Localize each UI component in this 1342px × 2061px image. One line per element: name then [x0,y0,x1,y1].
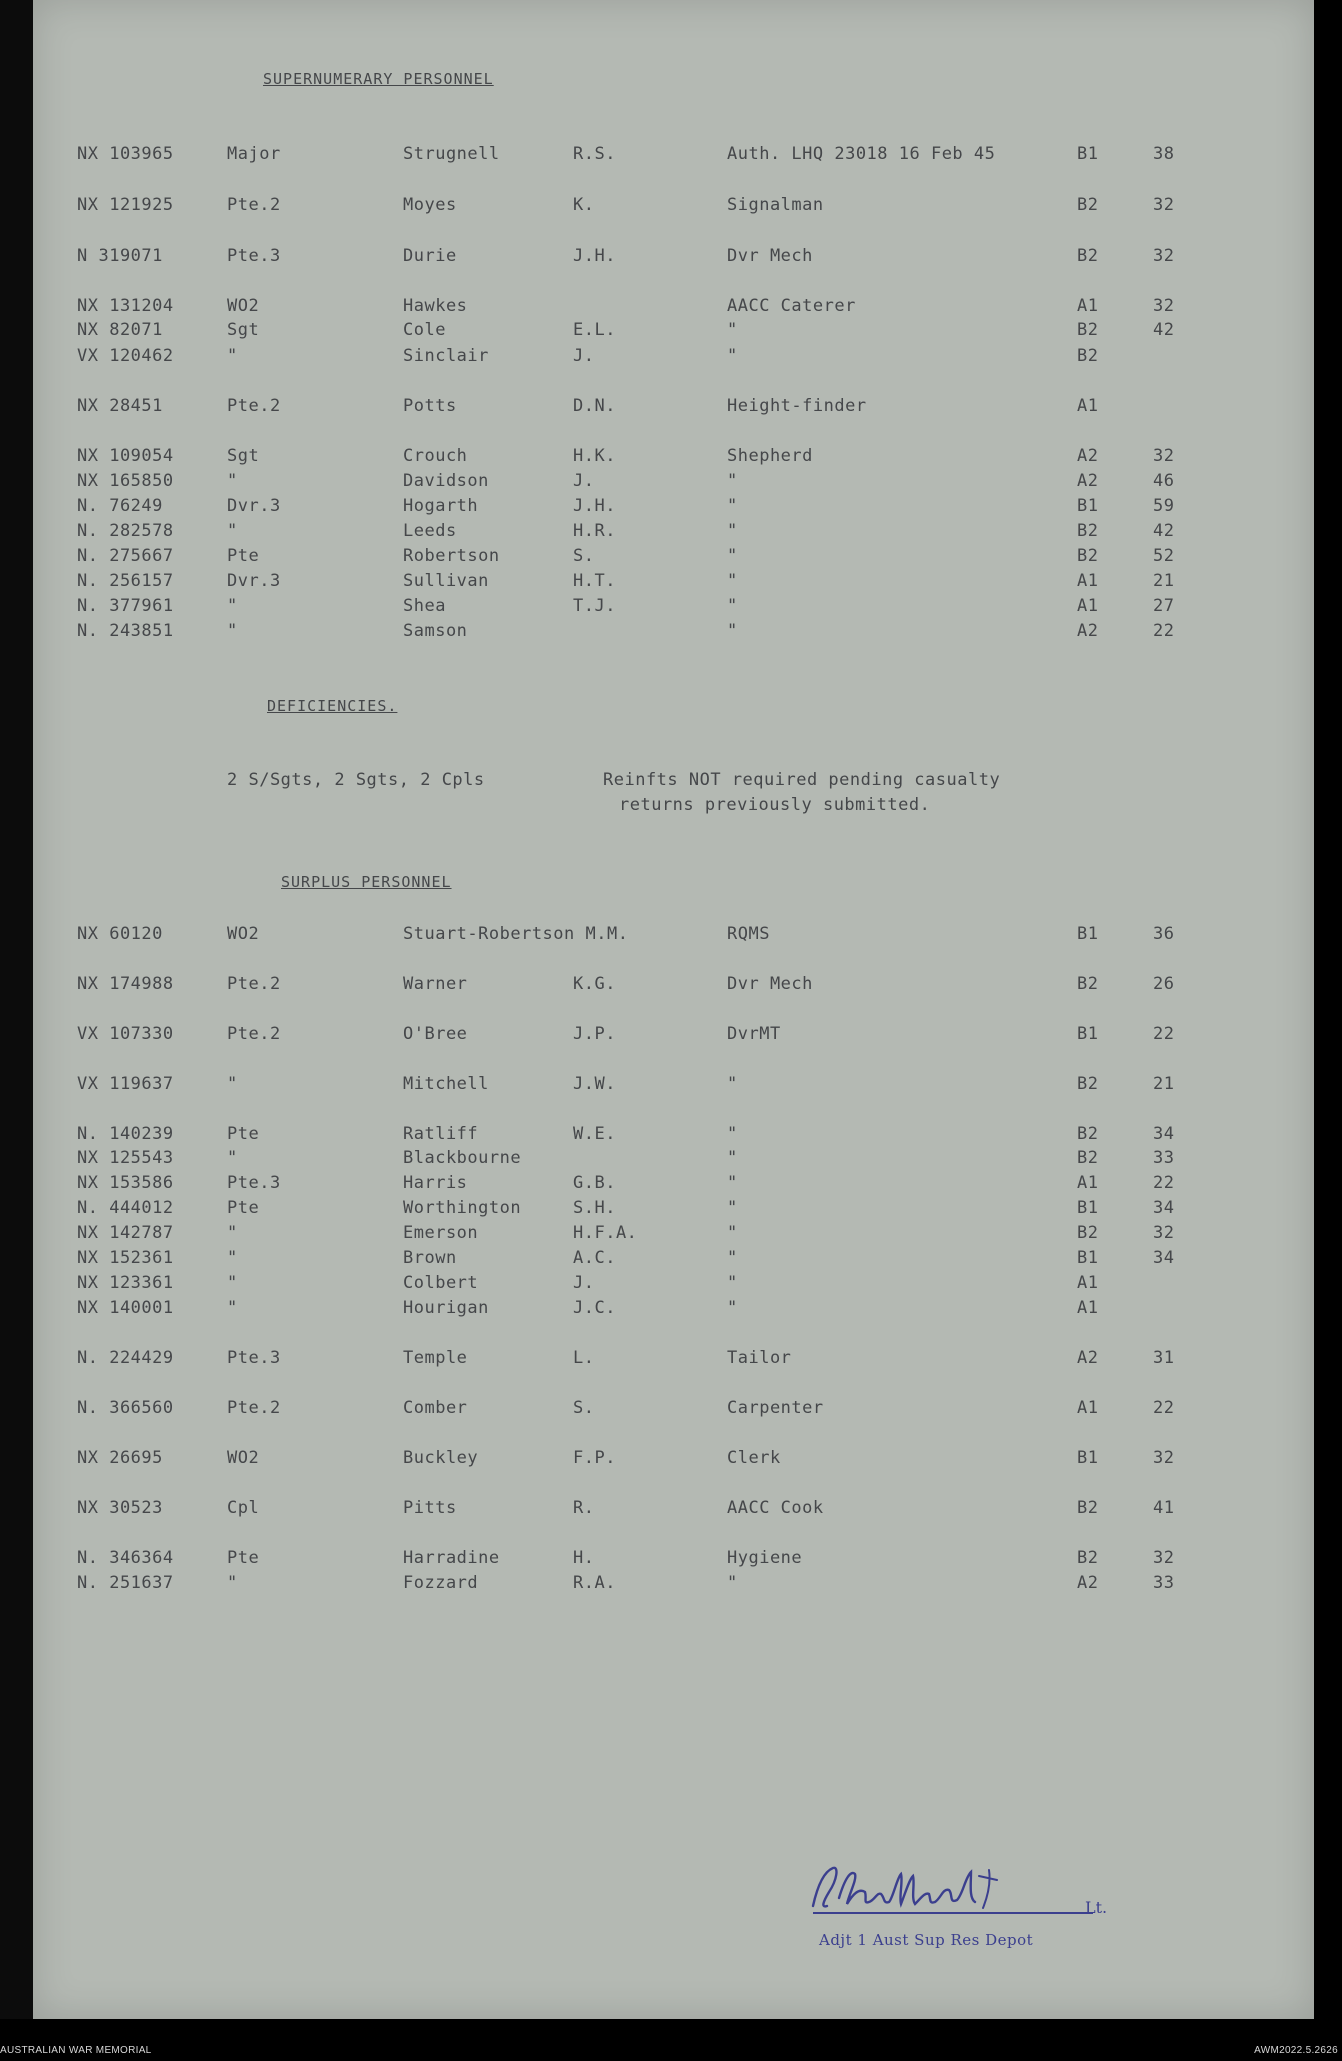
cell-init: J.C. [573,1298,616,1318]
cell-note: " [727,571,738,591]
cell-note: Shepherd [727,446,813,466]
cell-init: H.R. [573,521,616,541]
cell-init: E.L. [573,320,616,340]
cell-note: " [727,1573,738,1593]
cell-med: B2 [1077,974,1099,994]
cell-age: 33 [1153,1573,1175,1593]
cell-age: 22 [1153,621,1175,641]
cell-svc: NX 28451 [77,396,163,416]
cell-init: J.H. [573,496,616,516]
cell-init: J.P. [573,1024,616,1044]
cell-med: A2 [1077,1348,1099,1368]
cell-svc: NX 109054 [77,446,174,466]
cell-rank: " [227,521,238,541]
cell-name: Sinclair [403,346,489,366]
personnel-row [33,1498,1314,1520]
cell-name: Colbert [403,1273,479,1293]
cell-svc: NX 174988 [77,974,174,994]
cell-name: Ratliff [403,1124,479,1144]
cell-age: 33 [1153,1148,1175,1168]
cell-rank: Pte.3 [227,1173,281,1193]
cell-note: " [727,496,738,516]
cell-svc: N. 76249 [77,496,163,516]
cell-name: Harradine [403,1548,500,1568]
cell-init: R.S. [573,144,616,164]
cell-note: Tailor [727,1348,792,1368]
personnel-row [33,546,1314,568]
cell-init: R.A. [573,1573,616,1593]
deficiencies-ranks: 2 S/Sgts, 2 Sgts, 2 Cpls [227,770,485,790]
cell-med: B1 [1077,144,1099,164]
cell-age: 42 [1153,521,1175,541]
cell-init: J. [573,471,595,491]
cell-name: Hourigan [403,1298,489,1318]
cell-age: 32 [1153,1448,1175,1468]
surplus-heading: SURPLUS PERSONNEL [281,873,452,891]
cell-rank: Pte.3 [227,1348,281,1368]
cell-svc: N. 366560 [77,1398,174,1418]
cell-svc: N. 256157 [77,571,174,591]
cell-med: B1 [1077,1024,1099,1044]
cell-name: Pitts [403,1498,457,1518]
cell-age: 36 [1153,924,1175,944]
cell-svc: N. 282578 [77,521,174,541]
personnel-row [33,1148,1314,1170]
personnel-row [33,596,1314,618]
cell-note: AACC Caterer [727,296,856,316]
personnel-row [33,571,1314,593]
cell-name: Buckley [403,1448,479,1468]
cell-age: 34 [1153,1198,1175,1218]
cell-age: 34 [1153,1248,1175,1268]
cell-note: DvrMT [727,1024,781,1044]
cell-name: Sullivan [403,571,489,591]
cell-age: 22 [1153,1398,1175,1418]
cell-med: A2 [1077,446,1099,466]
cell-name: Crouch [403,446,468,466]
signature-rank: Lt. [1085,1898,1108,1917]
cell-name: Hogarth [403,496,479,516]
cell-rank: " [227,596,238,616]
cell-note: Dvr Mech [727,246,813,266]
signature-caption: Adjt 1 Aust Sup Res Depot [819,1931,1034,1949]
cell-name: Hawkes [403,296,468,316]
cell-med: B2 [1077,1548,1099,1568]
personnel-row [33,1398,1314,1420]
cell-name: Stuart-Robertson M.M. [403,924,629,944]
personnel-row [33,521,1314,543]
cell-age: 22 [1153,1173,1175,1193]
cell-svc: VX 107330 [77,1024,174,1044]
handwritten-signature [793,1858,1093,1918]
cell-age: 32 [1153,296,1175,316]
cell-init: H. [573,1548,595,1568]
cell-rank: " [227,1573,238,1593]
cell-svc: VX 120462 [77,346,174,366]
cell-rank: Pte.2 [227,1024,281,1044]
personnel-row [33,246,1314,268]
cell-note: Clerk [727,1448,781,1468]
cell-age: 34 [1153,1124,1175,1144]
cell-age: 21 [1153,571,1175,591]
personnel-row [33,1124,1314,1146]
cell-svc: NX 103965 [77,144,174,164]
cell-med: B2 [1077,521,1099,541]
deficiencies-note: Reinfts NOT required pending casualty [603,770,1001,790]
cell-med: A1 [1077,1298,1099,1318]
cell-note: " [727,596,738,616]
cell-svc: NX 60120 [77,924,163,944]
cell-rank: Pte [227,546,260,566]
cell-svc: N. 140239 [77,1124,174,1144]
cell-note: " [727,1223,738,1243]
cell-med: B2 [1077,346,1099,366]
cell-note: " [727,1173,738,1193]
signature-line [813,1912,1093,1914]
personnel-row [33,1298,1314,1320]
cell-note: " [727,1124,738,1144]
cell-init: G.B. [573,1173,616,1193]
cell-rank: Sgt [227,320,260,340]
cell-name: Worthington [403,1198,522,1218]
cell-med: B1 [1077,496,1099,516]
cell-med: A1 [1077,596,1099,616]
cell-rank: Cpl [227,1498,260,1518]
cell-rank: " [227,1298,238,1318]
cell-med: A1 [1077,396,1099,416]
cell-med: B1 [1077,1248,1099,1268]
cell-rank: Pte [227,1198,260,1218]
cell-init: T.J. [573,596,616,616]
cell-name: Blackbourne [403,1148,522,1168]
cell-svc: N. 444012 [77,1198,174,1218]
personnel-row [33,924,1314,946]
cell-svc: NX 165850 [77,471,174,491]
cell-svc: NX 153586 [77,1173,174,1193]
cell-note: " [727,471,738,491]
cell-age: 22 [1153,1024,1175,1044]
cell-svc: N. 224429 [77,1348,174,1368]
cell-svc: NX 140001 [77,1298,174,1318]
cell-note: AACC Cook [727,1498,824,1518]
cell-init: L. [573,1348,595,1368]
cell-init: R. [573,1498,595,1518]
cell-med: A2 [1077,1573,1099,1593]
cell-rank: Sgt [227,446,260,466]
cell-note: Hygiene [727,1548,803,1568]
cell-svc: NX 152361 [77,1248,174,1268]
personnel-row [33,1573,1314,1595]
cell-svc: N. 377961 [77,596,174,616]
cell-rank: Pte [227,1124,260,1144]
footer-right: AWM2022.5.2626 [1254,2045,1338,2056]
cell-name: Moyes [403,195,457,215]
cell-init: A.C. [573,1248,616,1268]
cell-note: " [727,1248,738,1268]
cell-age: 31 [1153,1348,1175,1368]
cell-name: Robertson [403,546,500,566]
cell-rank: " [227,1248,238,1268]
cell-name: Mitchell [403,1074,489,1094]
cell-rank: WO2 [227,924,260,944]
personnel-row [33,1548,1314,1570]
cell-svc: NX 123361 [77,1273,174,1293]
cell-age: 32 [1153,446,1175,466]
cell-note: " [727,1198,738,1218]
cell-rank: WO2 [227,1448,260,1468]
cell-svc: NX 26695 [77,1448,163,1468]
cell-med: B2 [1077,320,1099,340]
cell-init: K. [573,195,595,215]
cell-med: A1 [1077,1398,1099,1418]
cell-age: 38 [1153,144,1175,164]
cell-svc: N. 251637 [77,1573,174,1593]
cell-med: A1 [1077,1273,1099,1293]
personnel-row [33,1448,1314,1470]
cell-med: B1 [1077,1198,1099,1218]
cell-svc: N. 243851 [77,621,174,641]
cell-init: H.K. [573,446,616,466]
cell-note: " [727,1148,738,1168]
cell-med: B2 [1077,246,1099,266]
cell-name: Strugnell [403,144,500,164]
personnel-row [33,346,1314,368]
supernumerary-heading: SUPERNUMERARY PERSONNEL [263,70,494,88]
cell-rank: Dvr.3 [227,571,281,591]
cell-svc: N. 275667 [77,546,174,566]
cell-age: 59 [1153,496,1175,516]
cell-med: B1 [1077,1448,1099,1468]
cell-rank: " [227,1273,238,1293]
cell-rank: " [227,1148,238,1168]
cell-svc: VX 119637 [77,1074,174,1094]
cell-note: " [727,546,738,566]
cell-age: 26 [1153,974,1175,994]
personnel-row [33,396,1314,418]
cell-note: Carpenter [727,1398,824,1418]
cell-rank: Pte.2 [227,974,281,994]
footer-left: AUSTRALIAN WAR MEMORIAL [0,2045,152,2056]
cell-rank: " [227,471,238,491]
cell-rank: " [227,621,238,641]
cell-note: " [727,1273,738,1293]
cell-med: A1 [1077,571,1099,591]
deficiencies-heading: DEFICIENCIES. [267,697,398,715]
deficiencies-note-continued: returns previously submitted. [619,795,931,815]
cell-med: B2 [1077,546,1099,566]
cell-age: 42 [1153,320,1175,340]
personnel-row [33,1198,1314,1220]
personnel-row [33,1223,1314,1245]
cell-svc: NX 125543 [77,1148,174,1168]
cell-name: Potts [403,396,457,416]
cell-note: " [727,1298,738,1318]
cell-note: Dvr Mech [727,974,813,994]
personnel-row [33,1273,1314,1295]
cell-age: 32 [1153,1223,1175,1243]
cell-svc: N. 346364 [77,1548,174,1568]
cell-rank: Pte.3 [227,246,281,266]
cell-svc: NX 30523 [77,1498,163,1518]
personnel-row [33,1173,1314,1195]
cell-note: " [727,1074,738,1094]
personnel-row [33,1248,1314,1270]
personnel-row [33,144,1314,166]
cell-rank: Pte.2 [227,195,281,215]
cell-age: 27 [1153,596,1175,616]
document-sheet [33,0,1314,2019]
cell-age: 52 [1153,546,1175,566]
cell-med: B2 [1077,1124,1099,1144]
cell-med: A2 [1077,621,1099,641]
cell-init: W.E. [573,1124,616,1144]
cell-init: J. [573,346,595,366]
cell-note: Auth. LHQ 23018 16 Feb 45 [727,144,996,164]
cell-name: Leeds [403,521,457,541]
cell-name: Comber [403,1398,468,1418]
cell-name: Fozzard [403,1573,479,1593]
cell-svc: N 319071 [77,246,163,266]
personnel-row [33,1348,1314,1370]
cell-age: 32 [1153,1548,1175,1568]
cell-init: D.N. [573,396,616,416]
cell-age: 21 [1153,1074,1175,1094]
cell-med: B1 [1077,924,1099,944]
personnel-row [33,496,1314,518]
personnel-row [33,1074,1314,1096]
personnel-row [33,296,1314,318]
cell-svc: NX 131204 [77,296,174,316]
cell-rank: Major [227,144,281,164]
cell-age: 41 [1153,1498,1175,1518]
cell-rank: WO2 [227,296,260,316]
cell-note: " [727,621,738,641]
cell-svc: NX 82071 [77,320,163,340]
cell-rank: Pte.2 [227,1398,281,1418]
cell-rank: " [227,1074,238,1094]
personnel-row [33,446,1314,468]
personnel-row [33,320,1314,342]
cell-init: S. [573,1398,595,1418]
cell-age: 32 [1153,195,1175,215]
cell-name: Davidson [403,471,489,491]
cell-age: 46 [1153,471,1175,491]
cell-note: " [727,346,738,366]
cell-init: F.P. [573,1448,616,1468]
cell-name: Temple [403,1348,468,1368]
personnel-row [33,621,1314,643]
cell-init: S. [573,546,595,566]
cell-rank: Pte [227,1548,260,1568]
cell-med: A2 [1077,471,1099,491]
cell-med: B2 [1077,1223,1099,1243]
cell-name: Emerson [403,1223,479,1243]
cell-svc: NX 121925 [77,195,174,215]
cell-note: RQMS [727,924,770,944]
cell-med: B2 [1077,1074,1099,1094]
cell-med: B2 [1077,195,1099,215]
personnel-row [33,974,1314,996]
cell-init: J.W. [573,1074,616,1094]
scan-left-edge [0,0,33,2019]
cell-name: O'Bree [403,1024,468,1044]
cell-med: A1 [1077,296,1099,316]
cell-med: A1 [1077,1173,1099,1193]
cell-note: Signalman [727,195,824,215]
cell-rank: " [227,346,238,366]
cell-note: " [727,521,738,541]
cell-note: Height-finder [727,396,867,416]
cell-name: Cole [403,320,446,340]
personnel-row [33,1024,1314,1046]
cell-name: Harris [403,1173,468,1193]
cell-rank: " [227,1223,238,1243]
cell-name: Shea [403,596,446,616]
cell-rank: Dvr.3 [227,496,281,516]
cell-name: Brown [403,1248,457,1268]
cell-med: B2 [1077,1498,1099,1518]
cell-name: Warner [403,974,468,994]
cell-rank: Pte.2 [227,396,281,416]
cell-name: Samson [403,621,468,641]
cell-init: H.T. [573,571,616,591]
cell-name: Durie [403,246,457,266]
cell-age: 32 [1153,246,1175,266]
personnel-row [33,471,1314,493]
personnel-row [33,195,1314,217]
cell-init: H.F.A. [573,1223,638,1243]
cell-init: J.H. [573,246,616,266]
cell-note: " [727,320,738,340]
cell-svc: NX 142787 [77,1223,174,1243]
cell-init: J. [573,1273,595,1293]
cell-init: K.G. [573,974,616,994]
cell-init: S.H. [573,1198,616,1218]
cell-med: B2 [1077,1148,1099,1168]
